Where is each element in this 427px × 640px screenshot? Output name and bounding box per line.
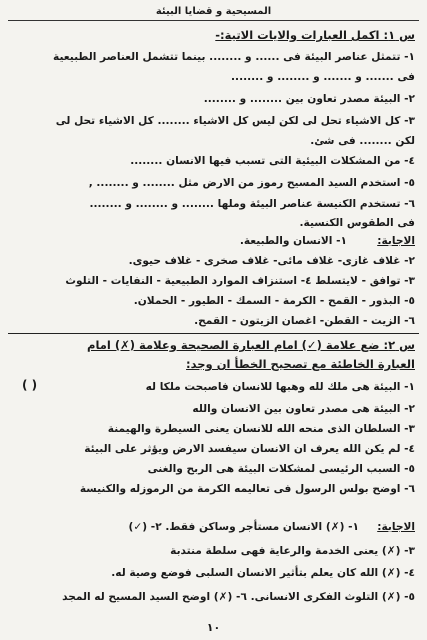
a2-line-4: ٥- (✗) التلوث الفكرى الانسانى. ٦- (✗) اوضح السيد المسيح له المجد [62, 591, 415, 603]
q2-item-4: ٤- لم يكن الله يعرف ان الانسان سيفسد الارض ويؤثر على البيئة [84, 443, 415, 455]
question-1-title: س ١: اكمل العبارات والايات الاتية:- [215, 28, 415, 42]
answer-1-title: الاجابة: [377, 235, 415, 247]
section-separator [8, 333, 419, 334]
q2-item-3: ٣- السلطان الذى منحه الله للانسان يعنى السيطرة والهيمنة [107, 423, 415, 435]
q1-line-9: فى الطقوس الكنسية. [299, 217, 415, 229]
q2-item-5: ٥- السبب الرئيسى لمشكلات البيئة هى الربح والغنى [147, 463, 415, 475]
q2-bracket-1: ( ) [22, 378, 38, 392]
q1-line-1: ١- تتمثل عناصر البيئة فى ...... و ........ بينما تتشمل العناصر الطبيعية [53, 51, 415, 63]
header-rule [8, 20, 419, 21]
q1-line-2: فى ....... و ....... و ........ و ........ [231, 71, 415, 83]
a2-line-1: ١- (✗) الانسان مستأجر وساكن فقط. ٢- (✓) [128, 521, 359, 533]
question-2-title: س ٢: ضع علامة (✓) امام العبارة الصحيحة وعلامة (✗) امام [87, 338, 415, 352]
q2-item-6: ٦- اوضح بولس الرسول فى تعاليمه الكرمة من الرموزله والكنيسة [79, 483, 415, 495]
a1-line-4: ٥- البذور - القمح - الكرمة - السمك - الطيور - الحملان. [133, 295, 415, 307]
a1-line-1: ١- الانسان والطبيعة. [239, 235, 347, 247]
q1-line-7: ٥- استخدم السيد المسيح رموز من الارض مثل ........ و ........ , [88, 177, 415, 189]
q1-line-3: ٢- البيئة مصدر تعاون بين ........ و ........ [203, 93, 415, 105]
q2-item-2: ٢- البيئة هى مصدر تعاون بين الانسان والله [192, 403, 415, 415]
page-header: المسيحية و قضايا البيئة [155, 6, 272, 17]
q2-item-1: ١- البيئة هى ملك لله وهبها للانسان فاصبحت ملكا له [145, 381, 415, 393]
q1-line-6: ٤- من المشكلات البيئية التى تسبب فيها الانسان ........ [130, 155, 415, 167]
a1-line-5: ٦- الزيت - القطن- اغصان الزيتون - القمح. [194, 315, 415, 327]
a1-line-2: ٢- غلاف غازى- غلاف مائى- غلاف صخرى - غلاف حيوى. [128, 255, 415, 267]
q1-line-4: ٣- كل الاشياء تحل لى لكن ليس كل الاشياء ........ كل الاشياء تحل لى [55, 115, 415, 127]
a2-line-2: ٣- (✗) يعنى الخدمة والرعاية فهى سلطة منتدبة [170, 545, 415, 557]
page-number: ١٠ [206, 621, 221, 634]
answer-2-title: الاجابة: [377, 521, 415, 533]
q1-line-5: لكن ........ فى شئ. [310, 135, 415, 147]
q1-line-8: ٦- تستخدم الكنيسة عناصر البيئة وملها ........ و ........ و ........ [89, 198, 415, 210]
question-2-subtitle: العبارة الخاطئة مع تصحيح الخطأ ان وجد: [186, 357, 415, 371]
a2-line-3: ٤- (✗) الله كان يعلم بتأثير الانسان السلبى فوضع وصية له. [111, 567, 415, 579]
a1-line-3: ٣- توافق - لايتسلط ٤- استنزاف الموارد الطبيعية - النفايات - التلوث [65, 275, 415, 287]
